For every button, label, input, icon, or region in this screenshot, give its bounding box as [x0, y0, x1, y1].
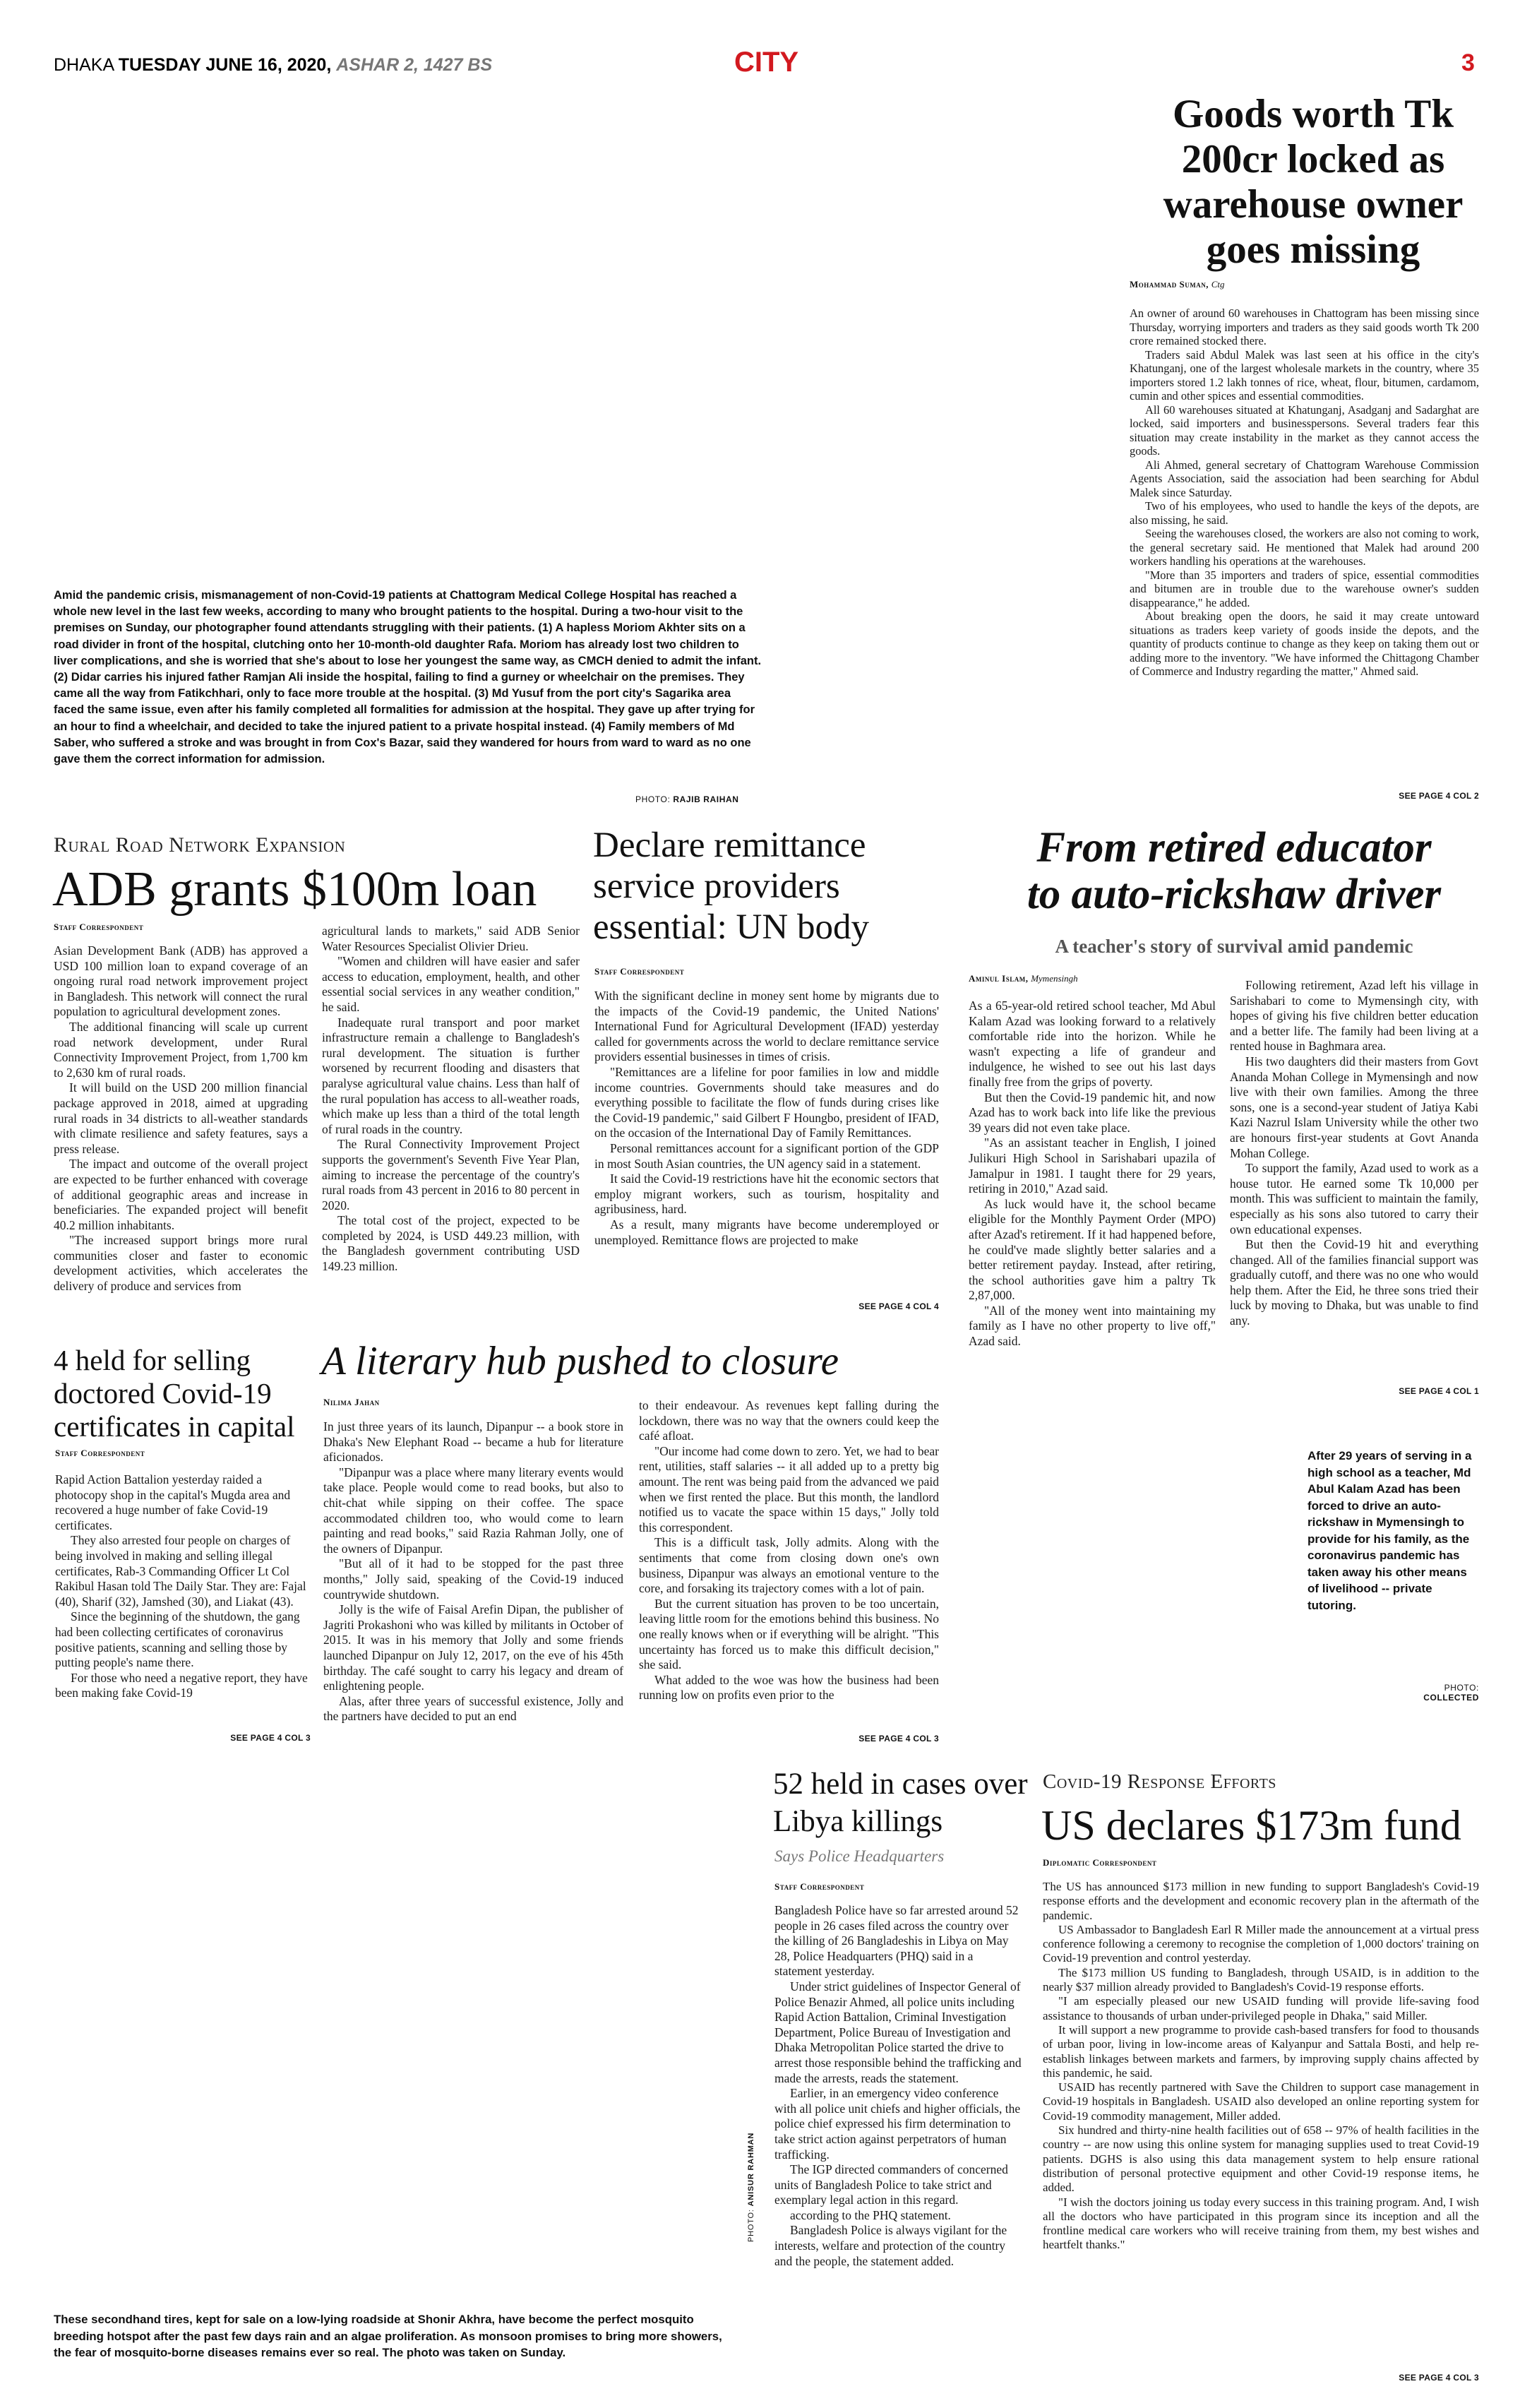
masthead-date: TUESDAY JUNE 16, 2020, — [118, 55, 332, 75]
masthead-dateline — [54, 55, 492, 76]
warehouse-see-page: SEE PAGE 4 COL 2 — [1399, 791, 1479, 801]
certificates-byline: Staff Correspondent — [55, 1448, 145, 1458]
hospital-photo-caption: Amid the pandemic crisis, mismanagement of non-Covid-19 patients at Chattogram Medical College Hospital has reached a whole new level in the last few weeks, according to many who brought patients to the hospital. During a two-hour visit to the premises on Sunday, our photographer found attendants struggling with their patients. (1) A hapless Moriom Akhter sits on a road divider in front of the hospital, clutching onto her 10-month-old daughter Rafa. Moriom has already lost two children to liver complications, and she is worried that she's about to lose her youngest the same way, as CMCH denied to admit the infant. (2) Didar carries his injured father Ramjan Ali inside the hospital, failing to find a gurney or wheelchair on the premises. They came all the way from Fatikchhari, only to face more trouble at the hospital. (3) Md Yusuf from the port city's Sagarika area faced the same issue, even after his family completed all formalities for admission at the hospital. They gave up after trying for an hour to find a wheelchair, and decided to take the injured patient to a private hospital instead. (4) Family members of Md Saber, who suffered a stroke and was brought in from Cox's Bazar, said they wandered for hours from ward to ward as no one gave them the correct information for admission. — [54, 589, 762, 766]
educator-byline: Aminul Islam, Mymensingh — [969, 973, 1078, 984]
remittance-headline: Declare remittance service providers essential: UN body — [593, 825, 869, 947]
remittance-see-page: SEE PAGE 4 COL 4 — [858, 1301, 939, 1311]
educator-see-page: SEE PAGE 4 COL 1 — [1399, 1386, 1479, 1396]
educator-photo-credit: PHOTO: COLLECTED — [1423, 1683, 1479, 1703]
libya-byline: Staff Correspondent — [774, 1881, 865, 1892]
adb-kicker: Rural Road Network Expansion — [54, 833, 346, 857]
adb-column-2: agricultural lands to markets," said ADB Senior Water Resources Specialist Olivier Drieu. "Women and children will have easier and safer access to education, employment, health, and other essential social services in any weather condition," he said. Inadequate rural transport and poor market infrastructure remain a challenge to Bangladesh's rural development. The situation is further worsened by recurrent flooding and disasters that paralyse agricultural value chains. Less than half of the rural population has access to all-weather roads, which make up less than a third of the total length of rural roads in the country. The Rural Connectivity Improvement Project supports the government's Seventh Five Year Plan, aiming to increase the percentage of the country's rural roads from 43 percent in 2016 to 80 percent in 2020. The total cost of the project, expected to be completed by 2024, is USD 449.23 million, with the Bangladesh government contributing USD 149.23 million. — [322, 924, 580, 1274]
adb-column-1: Asian Development Bank (ADB) has approved a USD 100 million loan to expand coverage of an ongoing rural road network improvement project in Bangladesh. This network will connect the rural population to agricultural development zones. The additional financing will scale up current road network development, under Rural Connectivity Improvement Project, from 1,700 km to 2,630 km of rural roads. It will build on the USD 200 million financial package approved in 2018, aimed at upgrading rural roads in 34 districts to all-weather standards with climate resilience and safety features, says a press release. The impact and outcome of the overall project are expected to be further enhanced with coverage of additional geographic areas and increase in beneficiaries. The expanded project will benefit 40.2 million inhabitants. "The increased support brings more rural communities closer and faster to economic development activities, which accelerates the delivery of produce and services from — [54, 943, 308, 1294]
adb-headline: ADB grants $100m loan — [52, 862, 537, 917]
masthead-bangla-date: ASHAR 2, 1427 BS — [336, 55, 493, 75]
page-number: 3 — [1461, 49, 1475, 76]
literary-see-page: SEE PAGE 4 COL 3 — [858, 1734, 939, 1744]
educator-column-2: Following retirement, Azad left his village in Sarishabari to come to Mymensingh city, with hopes of giving his five children better education and a better life. The family had been living at a rented house in Baghmara area. His two daughters did their masters from Govt Ananda Mohan College in Mymensingh and now live with their own families. Among the three sons, one is a second-year student of Jatiya Kabi Kazi Nazrul Islam University while the other two are honours first-year students at Govt Ananda Mohan College. To support the family, Azad used to work as a house tutor. He earned some Tk 10,000 per month. This was sufficient to maintain the family, especially as his sons also tutored to carry their own educational expenses. But then the Covid-19 hit and everything changed. All of the families financial support was gradually cutoff, and there was no one who would help them. After the Eid, he three sons tried their luck by moving to Dhaka, but was unable to find any. — [1230, 978, 1478, 1328]
literary-byline: Nilima Jahan — [323, 1397, 380, 1407]
certificates-body: Rapid Action Battalion yesterday raided a photocopy shop in the capital's Mugda area and recovered a huge number of fake Covid-19 certificates. They also arrested four people on charges of being involved in making and selling illegal certificates, Rab-3 Commanding Officer Lt Col Rakibul Hasan told The Daily Star. They are: Fajal (40), Sharif (32), Jamshed (30), and Liakat (43). Since the beginning of the shutdown, the gang had been collecting certificates of coronavirus positive patients, scanning and selling those by putting people's name there. For those who need a negative report, they have been making fake Covid-19 — [55, 1472, 308, 1700]
us-fund-see-page: SEE PAGE 4 COL 3 — [1399, 2373, 1479, 2383]
warehouse-headline: Goods worth Tk 200cr locked as warehouse owner goes missing — [1163, 92, 1464, 272]
warehouse-byline: Mohammad Suman, Ctg — [1130, 279, 1225, 290]
tires-photo-credit: PHOTO: ANISUR RAHMAN — [747, 2132, 755, 2242]
remittance-byline: Staff Correspondent — [594, 966, 685, 977]
literary-column-1: In just three years of its launch, Dipanpur -- a book store in Dhaka's New Elephant Road -- became a hub for literature aficionados. "Dipanpur was a place where many literary events would take place. People would come to read books, but also to chit-chat while sipping on their coffee. The space accommodated children too, who would come to learn painting and read books," said Razia Rahman Jolly, one of the owners of Dipanpur. "But all of it had to be stopped for the past three months," Jolly said, speaking of the Covid-19 induced countrywide shutdown. Jolly is the wife of Faisal Arefin Dipan, the publisher of Jagriti Prokashoni who was killed by militants in October of 2015. It was in his memory that Jolly and some friends launched Dipanpur on July 12, 2017, on the eve of his 45th birthday. The café sought to carry his legacy and dream of enlightening people. Alas, after three years of successful existence, Jolly and the partners have decided to put an end — [323, 1419, 623, 1724]
masthead-city: DHAKA — [54, 55, 114, 75]
certificates-headline: 4 held for selling doctored Covid-19 certificates in capital — [54, 1344, 295, 1443]
warehouse-body: An owner of around 60 warehouses in Chattogram has been missing since Thursday, worrying importers and traders as they said goods worth Tk 200 crore remained stocked there. Traders said Abdul Malek was last seen at his office in the city's Khatunganj, one of the largest wholesale markets in the country, where 35 importers stored 1.2 lakh tonnes of rice, wheat, flour, bitumen, cardamom, cumin and other spices and essential commodities. All 60 warehouses situated at Khatunganj, Asadganj and Sadarghat are locked, said importers and businesspersons. Several traders fear this situation may create instability in the market as they cannot access the goods. Ali Ahmed, general secretary of Chattogram Warehouse Commission Agents Association, said the association had been searching for Abdul Malek since Saturday. Two of his employees, who used to handle the keys of the depots, are also missing, he said. Seeing the warehouses closed, the workers are also not coming to work, the general secretary said. He mentioned that Malek had around 200 workers handling his operations at the warehouses. "More than 35 importers and traders of spice, essential commodities and bitumen are in trouble due to the warehouse owner's sudden disappearance," he added. About breaking open the doors, he said it may create untoward situations as traders keep variety of goods inside the depots, and the quantity of products continue to change as they keep on taking them out or adding more to the inventory. "We have informed the Chittagong Chamber of Commerce and Industry regarding the matter," Ahmed said. — [1130, 306, 1479, 678]
educator-photo-caption: After 29 years of serving in a high school as a teacher, Md Abul Kalam Azad has been forced to drive an auto-rickshaw in Mymensingh to provide for his family, as the coronavirus pandemic has taken away his other means of livelihood -- private tutoring. — [1307, 1449, 1472, 1612]
us-fund-body: The US has announced $173 million in new funding to support Bangladesh's Covid-19 response efforts and the development and economic recovery plan in the aftermath of the pandemic. US Ambassador to Bangladesh Earl R Miller made the announcement at a virtual press conference following a ceremony to recognise the completion of 1,000 doctors' training on Covid-19 prevention and control yesterday. The $173 million US funding to Bangladesh, through USAID, is in addition to the nearly $37 million already provided to Bangladesh's Covid-19 response efforts. "I am especially pleased our new USAID funding will provide life-saving food assistance to thousands of urban under-privileged people in Dhaka," said Miller. It will support a new programme to provide cash-based transfers for food to thousands of urban poor, living in low-income areas of Kalyanpur and Sattala Bosti, and help re-establish linkages between markets and farmers, by improving supply chains affected by this pandemic, he said. USAID has recently partnered with Save the Children to support case management in Covid-19 hospitals in Bangladesh. USAID also developed an online reporting system for Covid-19 commodity management, Miller added. Six hundred and thirty-nine health facilities out of 658 -- 97% of health facilities in the country -- are now using this online system for managing supplies used to treat Covid-19 patients. DGHS is also using this data management system to help ensure rational distribution of personal protective equipment and other Covid-19 response items, he added. "I wish the doctors joining us today every success in this training program. And, I wish all the doctors who have participated in this program since its inception and all the frontline medical care workers who will receive training from them, my best wishes and heartfelt thanks." — [1043, 1880, 1479, 2252]
literary-column-2: to their endeavour. As revenues kept falling during the lockdown, there was no way that the owners could keep the café afloat. "Our income had come down to zero. Yet, we had to bear rent, utilities, staff salaries -- it all added up to a pretty big amount. The rent was being paid from the advanced we paid when we first rented the place. But this month, the landlord notified us to vacate the space within 15 days," Jolly told this correspondent. This is a difficult task, Jolly admits. Along with the sentiments that come from closing down one's own business, Dipanpur was always an emotional venture to the core, and forsaking its trajectory comes with a lot of pain. But the current situation has proven to be too uncertain, leaving little room for the emotions behind this business. No one really knows when or if everything will be alright. "This uncertainty has forced us to make this difficult decision," she said. What added to the woe was how the business had been running low on profits even prior to the — [639, 1398, 939, 1703]
literary-headline: A literary hub pushed to closure — [321, 1339, 839, 1383]
libya-subhead: Says Police Headquarters — [774, 1847, 945, 1865]
adb-byline: Staff Correspondent — [54, 922, 144, 932]
educator-column-1: As a 65-year-old retired school teacher, Md Abul Kalam Azad was looking forward to a relatively comfortable ride into the horizon. While he wasn't expecting a life of grandeur and indulgence, he wished to see out his last days finally free from the grips of poverty. But then the Covid-19 pandemic hit, and now Azad has to work back into life like the previous 39 years did not even take place. "As an assistant teacher in English, I joined Julikuri High School in Sarishabari upazila of Jamalpur in 1981. I taught there for 29 years, retiring in 2010," Azad said. As luck would have it, the school became eligible for the Monthly Payment Order (MPO) after Azad's retirement. If it had happened before, he could've made slightly better salaries and a better retirement payday. Instead, after retiring, the school authorities gave him a paltry Tk 2,87,000. "All of the money went into maintaining my family as I have no other property to live off," Azad said. — [969, 999, 1216, 1349]
certificates-see-page: SEE PAGE 4 COL 3 — [230, 1733, 311, 1743]
hospital-photo-credit: PHOTO: RAJIB RAIHAN — [635, 794, 739, 804]
educator-subhead: A teacher's story of survival amid pandemic — [1055, 936, 1413, 957]
tires-photo-caption: These secondhand tires, kept for sale on a low-lying roadside at Shonir Akhra, have become the perfect mosquito breeding hotspot after the past few days rain and an algae proliferation. As monsoon promises to bring more showers, the fear of mosquito-borne diseases remains ever so real. The photo was taken on Sunday. — [54, 2313, 722, 2359]
libya-body: Bangladesh Police have so far arrested around 52 people in 26 cases filed across the country over the killing of 26 Bangladeshis in Libya on May 28, Police Headquarters (PHQ) said in a statement yesterday. Under strict guidelines of Inspector General of Police Benazir Ahmed, all police units including Rapid Action Battalion, Criminal Investigation Department, Police Bureau of Investigation and Dhaka Metropolitan Police started the drive to arrest those responsible behind the trafficking and made the arrests, reads the statement. Earlier, in an emergency video conference with all police unit chiefs and higher officials, the police chief expressed his firm determination to take strict action against perpetrators of human trafficking. The IGP directed commanders of concerned units of Bangladesh Police to take strict and exemplary legal action in this regard. according to the PHQ statement. Bangladesh Police is always vigilant for the interests, welfare and protection of the country and the people, the statement added. — [774, 1903, 1022, 2268]
remittance-body: With the significant decline in money sent home by migrants due to the impacts of the Covid-19 pandemic, the United Nations' International Fund for Agricultural Development (IFAD) yesterday called for governments across the world to declare remittance service providers essential businesses in times of crisis. "Remittances are a lifeline for poor families in low and middle income countries. Governments should take measures and do everything possible to facilitate the flow of funds during crises like the Covid-19 pandemic," said Gilbert F Houngbo, president of IFAD, on the occasion of the International Day of Family Remittances. Personal remittances account for a significant portion of the GDP in most South Asian countries, the UN agency said in a statement. It said the Covid-19 restrictions have hit the economic sectors that employ migrant workers, such as tourism, hospitality and agribusiness, hard. As a result, many migrants have become underemployed or unemployed. Remittance flows are projected to make — [594, 989, 939, 1247]
educator-headline: From retired educator to auto-rickshaw driver — [1027, 824, 1442, 918]
us-fund-byline: Diplomatic Correspondent — [1043, 1857, 1157, 1868]
section-label: CITY — [734, 47, 799, 78]
us-fund-kicker: Covid-19 Response Efforts — [1043, 1770, 1276, 1793]
us-fund-headline: US declares $173m fund — [1041, 1802, 1461, 1849]
libya-headline: 52 held in cases over Libya killings — [773, 1768, 1028, 1838]
